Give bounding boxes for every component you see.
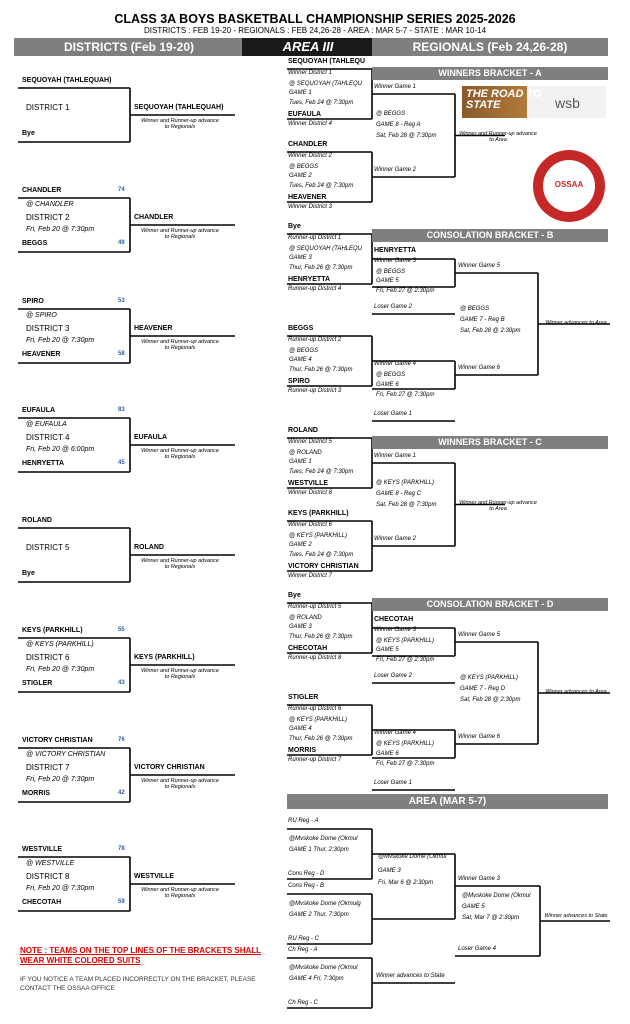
district-time: Fri, Feb 20 @ 7:30pm — [26, 337, 95, 344]
district-name: DISTRICT 1 — [26, 103, 70, 112]
game-top-sub: Winner District 2 — [288, 153, 332, 159]
district-top-seed: 53 — [118, 298, 125, 304]
game-time: Tues, Feb 24 @ 7:30pm — [289, 469, 354, 475]
ossaa-seal-text: OSSAA — [554, 180, 584, 189]
district-time: Fri, Feb 20 @ 7:30pm — [26, 885, 95, 892]
g6-site: @ KEYS (PARKHILL) — [376, 741, 434, 747]
district-winner: WESTVILLE — [134, 873, 175, 880]
wsb-logo: wsb — [555, 95, 580, 111]
district-site: @ EUFAULA — [26, 421, 67, 428]
game-top-sub: Runner-up District 5 — [288, 604, 342, 610]
game-top-sub: Runner-up District 2 — [288, 337, 342, 343]
final-time: Sat, Feb 28 @ 7:30pm — [376, 133, 437, 139]
game-site: @ ROLAND — [289, 615, 322, 621]
g6-time: Fri, Feb 27 @ 7:30pm — [376, 392, 435, 398]
game-time: Tues, Feb 24 @ 7:30pm — [289, 100, 354, 106]
game-bottom-sub: Runner-up District 4 — [288, 286, 342, 292]
district-time: Fri, Feb 20 @ 7:30pm — [26, 776, 95, 783]
area-advance: Winner advances to State — [544, 913, 608, 919]
district-bottom-team: CHECOTAH — [22, 899, 62, 906]
uniform-note: NOTE : TEAMS ON THE TOP LINES OF THE BRACKETS SHALL WEAR WHITE COLORED SUITS — [20, 946, 262, 965]
g5-loser: Loser Game 2 — [374, 673, 413, 679]
district-winner: SEQUOYAH (TAHLEQUAH) — [134, 104, 224, 111]
area-game-site: @Mvskoke Dome (Okmulg — [289, 901, 361, 907]
g6-loser: Loser Game 1 — [374, 780, 413, 786]
district-top-team: SEQUOYAH (TAHLEQUAH) — [22, 77, 112, 84]
game-bottom-sub: Runner-up District 3 — [288, 388, 342, 394]
district-bottom-seed: 43 — [118, 680, 125, 686]
winner-game-5: Winner Game 5 — [458, 263, 500, 269]
game-top-team: STIGLER — [288, 694, 319, 701]
district-advance: Winner and Runner-up advance to Regionals — [141, 339, 219, 351]
area-game-site: @Mvskoke Dome (Okmul — [289, 965, 358, 971]
district-top-team: WESTVILLE — [22, 846, 63, 853]
winner-game-5: Winner Game 5 — [458, 632, 500, 638]
district-top-seed: 74 — [118, 187, 125, 193]
district-name: DISTRICT 7 — [26, 763, 70, 772]
area-game-number: GAME 4 Fri, 7:30pm — [289, 976, 344, 982]
district-advance: Winner and Runner-up advance to Regionals — [141, 118, 219, 130]
g5-time: Fri, Feb 27 @ 2:30pm — [376, 657, 435, 663]
cons-final-game: GAME 7 - Reg B — [460, 317, 505, 323]
winner-game-1: Winner Game 1 — [374, 84, 416, 90]
g5-site: @ BEGGS — [376, 269, 406, 275]
district-top-seed: 76 — [118, 737, 125, 743]
district-bottom-team: MORRIS — [22, 790, 50, 797]
district-bottom-seed: 59 — [118, 899, 125, 905]
district-bottom-seed: 45 — [118, 460, 125, 466]
game-number: GAME 1 — [289, 90, 312, 96]
game-top-team: ROLAND — [288, 427, 318, 434]
area-bar: AREA (MAR 5-7) — [287, 794, 608, 809]
game-bottom-sub: Winner District 8 — [288, 490, 332, 496]
area-g4-winner: Winner advances to State — [376, 973, 445, 979]
g6-game: GAME 6 — [376, 751, 399, 757]
area-g3-game: GAME 3 — [378, 868, 401, 874]
game-number: GAME 3 — [289, 624, 312, 630]
game-bottom-sub: Winner District 3 — [288, 204, 332, 210]
area-game-top: Cons Reg - B — [288, 883, 325, 889]
game-bottom-sub: Winner District 7 — [288, 573, 332, 579]
district-time: Fri, Feb 20 @ 6:00pm — [26, 446, 95, 453]
game-time: Tues, Feb 24 @ 7:30pm — [289, 183, 354, 189]
district-winner: HEAVENER — [134, 325, 173, 332]
contact-note: IF YOU NOTICE A TEAM PLACED INCORRECTLY ON THE BRACKET, PLEASE CONTACT THE OSSAA OFFICE — [20, 976, 256, 992]
game-site: @ BEGGS — [289, 164, 319, 170]
road-to-state-text: THE ROAD TO STATE — [466, 88, 542, 111]
district-name: DISTRICT 8 — [26, 872, 70, 881]
g6-loser: Loser Game 1 — [374, 411, 413, 417]
game-top-sub: Runner-up District 1 — [288, 235, 342, 241]
page-subtitle: DISTRICTS : FEB 19-20 - REGIONALS : FEB 24,26-28 - AREA : MAR 5-7 - STATE : MAR 10-14 — [143, 26, 487, 35]
game-number: GAME 2 — [289, 173, 312, 179]
game-number: GAME 3 — [289, 255, 312, 261]
district-name: DISTRICT 4 — [26, 433, 70, 442]
area-game-bottom: RU Reg - C — [288, 936, 320, 942]
district-top-team: SPIRO — [22, 298, 44, 305]
final-game: GAME 8 - Reg C — [376, 491, 422, 497]
district-advance: Winner and Runner-up advance to Regionals — [141, 448, 219, 460]
game-number: GAME 4 — [289, 357, 312, 363]
consolation-bracket-bar: CONSOLATION BRACKET - D — [372, 598, 608, 611]
g6-site: @ BEGGS — [376, 372, 406, 378]
districts-header: DISTRICTS (Feb 19-20) — [14, 38, 244, 56]
winner-game-6: Winner Game 6 — [458, 734, 500, 740]
district-bottom-team: STIGLER — [22, 680, 53, 687]
cons-final-time: Sat, Feb 28 @ 2:30pm — [460, 328, 521, 334]
district-name: DISTRICT 2 — [26, 213, 70, 222]
winner-game-1: Winner Game 1 — [374, 453, 416, 459]
winner-game-2: Winner Game 2 — [374, 167, 416, 173]
district-site: @ SPIRO — [26, 312, 57, 319]
district-bottom-team: HEAVENER — [22, 351, 61, 358]
g6-top: Winner Game 4 — [374, 361, 416, 367]
game-bottom-team: MORRIS — [288, 747, 316, 754]
district-top-team: KEYS (PARKHILL) — [22, 627, 83, 634]
cons-final-site: @ KEYS (PARKHILL) — [460, 675, 518, 681]
g5-top: CHECOTAH — [374, 616, 414, 623]
district-bottom-team: BEGGS — [22, 240, 48, 247]
area-game-number: GAME 2 Thur, 7:30pm — [289, 912, 349, 918]
game-bottom-sub: Runner-up District 8 — [288, 655, 342, 661]
district-top-team: CHANDLER — [22, 187, 62, 194]
game-top-team: SEQUOYAH (TAHLEQU — [288, 58, 366, 65]
advance-note: Winner and Runner-up advance to Area — [459, 131, 537, 143]
game-top-sub: Winner District 5 — [288, 439, 332, 445]
game-number: GAME 2 — [289, 542, 312, 548]
game-top-team: CHANDLER — [288, 141, 328, 148]
game-time: Thur, Feb 26 @ 7:30pm — [289, 367, 353, 373]
district-top-team: VICTORY CHRISTIAN — [22, 737, 93, 744]
game-time: Thur, Feb 26 @ 7:30pm — [289, 265, 353, 271]
district-site: @ CHANDLER — [26, 201, 74, 208]
area-loser-game-4: Loser Game 4 — [458, 946, 497, 952]
g6-top: Winner Game 4 — [374, 730, 416, 736]
game-bottom-sub: Winner District 4 — [288, 121, 332, 127]
advance-note: Winner and Runner-up advance to Area — [459, 500, 537, 512]
game-bottom-team: HEAVENER — [288, 194, 327, 201]
final-site: @ BEGGS — [376, 111, 406, 117]
district-advance: Winner and Runner-up advance to Regionals — [141, 558, 219, 570]
game-bottom-team: VICTORY CHRISTIAN — [288, 563, 359, 570]
district-time: Fri, Feb 20 @ 7:30pm — [26, 226, 95, 233]
game-site: @ KEYS (PARKHILL) — [289, 533, 347, 539]
district-top-seed: 83 — [118, 407, 125, 413]
district-name: DISTRICT 3 — [26, 324, 70, 333]
district-winner: EUFAULA — [134, 434, 168, 441]
g5-site: @ KEYS (PARKHILL) — [376, 638, 434, 644]
winner-game-6: Winner Game 6 — [458, 365, 500, 371]
area-game-number: GAME 1 Thur, 2:30pm — [289, 847, 349, 853]
area-game-bottom: Ch Reg - C — [288, 1000, 319, 1006]
district-winner: ROLAND — [134, 544, 164, 551]
game-site: @ KEYS (PARKHILL) — [289, 717, 347, 723]
game-top-sub: Runner-up District 6 — [288, 706, 342, 712]
game-bottom-team: HENRYETTA — [288, 276, 330, 283]
cons-advance: Winner advances to Area — [545, 320, 607, 326]
game-time: Thur, Feb 26 @ 7:30pm — [289, 634, 353, 640]
regionals-header: REGIONALS (Feb 24,26-28) — [372, 38, 608, 56]
district-bottom-seed: 58 — [118, 351, 125, 357]
cons-final-site: @ BEGGS — [460, 306, 490, 312]
g5-top: HENRYETTA — [374, 247, 416, 254]
game-site: @ ROLAND — [289, 450, 322, 456]
final-game: GAME 8 - Reg A — [376, 122, 421, 128]
district-site: @ KEYS (PARKHILL) — [26, 641, 94, 648]
district-bottom-seed: 49 — [118, 240, 125, 246]
game-top-team: Bye — [288, 592, 301, 599]
district-winner: VICTORY CHRISTIAN — [134, 764, 205, 771]
g5-time: Fri, Feb 27 @ 2:30pm — [376, 288, 435, 294]
district-top-seed: 55 — [118, 627, 125, 633]
game-bottom-sub: Runner-up District 7 — [288, 757, 342, 763]
winner-game-2: Winner Game 2 — [374, 536, 416, 542]
game-top-team: KEYS (PARKHILL) — [288, 510, 349, 517]
game-top-team: Bye — [288, 223, 301, 230]
district-advance: Winner and Runner-up advance to Regionals — [141, 778, 219, 790]
district-name: DISTRICT 6 — [26, 653, 70, 662]
area-game-bottom: Cons Reg - D — [288, 871, 325, 877]
game-number: GAME 1 — [289, 459, 312, 465]
area-g3-time: Fri, Mar 6 @ 2:30pm — [378, 880, 434, 886]
district-bottom-team: HENRYETTA — [22, 460, 64, 467]
district-advance: Winner and Runner-up advance to Regionals — [141, 228, 219, 240]
district-top-team: ROLAND — [22, 517, 52, 524]
game-time: Thur, Feb 26 @ 7:30pm — [289, 736, 353, 742]
game-number: GAME 4 — [289, 726, 312, 732]
game-bottom-team: CHECOTAH — [288, 645, 328, 652]
page-title: CLASS 3A BOYS BASKETBALL CHAMPIONSHIP SERIES 2025-2026 — [114, 12, 516, 26]
district-advance: Winner and Runner-up advance to Regionals — [141, 668, 219, 680]
district-winner: CHANDLER — [134, 214, 174, 221]
final-time: Sat, Feb 28 @ 7:30pm — [376, 502, 437, 508]
game-site: @ BEGGS — [289, 348, 319, 354]
g5-loser: Loser Game 2 — [374, 304, 413, 310]
game-bottom-team: SPIRO — [288, 378, 310, 385]
game-bottom-team: WESTVILLE — [288, 480, 329, 487]
game-time: Tues, Feb 24 @ 7:30pm — [289, 552, 354, 558]
district-bottom-team: Bye — [22, 570, 35, 577]
area-game-top: RU Reg - A — [288, 818, 319, 824]
g6-game: GAME 6 — [376, 382, 399, 388]
cons-final-game: GAME 7 - Reg D — [460, 686, 506, 692]
g5-top-sub: Winner Game 3 — [374, 258, 416, 264]
area-header: AREA III — [242, 38, 374, 56]
district-top-seed: 78 — [118, 846, 125, 852]
area-g3-site: @Mvskoke Dome (Okmul — [378, 854, 447, 860]
game-site: @ SEQUOYAH (TAHLEQU — [289, 246, 362, 252]
area-g5-game: GAME 5 — [462, 904, 485, 910]
cons-advance: Winner advances to Area — [545, 689, 607, 695]
district-time: Fri, Feb 20 @ 7:30pm — [26, 666, 95, 673]
consolation-bracket-bar: CONSOLATION BRACKET - B — [372, 229, 608, 242]
winners-bracket-bar: WINNERS BRACKET - A — [372, 67, 608, 80]
area-winner-game-3: Winner Game 3 — [458, 876, 500, 882]
game-top-sub: Winner District 1 — [288, 70, 332, 76]
final-site: @ KEYS (PARKHILL) — [376, 480, 434, 486]
game-bottom-team: EUFAULA — [288, 111, 322, 118]
g6-time: Fri, Feb 27 @ 7:30pm — [376, 761, 435, 767]
cons-final-time: Sat, Feb 28 @ 2:30pm — [460, 697, 521, 703]
area-game-top: Ch Reg - A — [288, 947, 318, 953]
g5-game: GAME 5 — [376, 278, 399, 284]
district-top-team: EUFAULA — [22, 407, 56, 414]
g5-top-sub: Winner Game 3 — [374, 627, 416, 633]
winners-bracket-bar: WINNERS BRACKET - C — [372, 436, 608, 449]
area-game-site: @Mvskoke Dome (Okmul — [289, 836, 358, 842]
area-g5-site: @Mvskoke Dome (Okmul — [462, 893, 531, 899]
district-site: @ VICTORY CHRISTIAN — [26, 751, 106, 758]
district-site: @ WESTVILLE — [26, 860, 75, 867]
district-advance: Winner and Runner-up advance to Regionals — [141, 887, 219, 899]
area-g5-time: Sat, Mar 7 @ 2:30pm — [462, 915, 520, 921]
district-name: DISTRICT 5 — [26, 543, 70, 552]
district-winner: KEYS (PARKHILL) — [134, 654, 195, 661]
district-bottom-team: Bye — [22, 130, 35, 137]
game-site: @ SEQUOYAH (TAHLEQU — [289, 81, 362, 87]
game-top-team: BEGGS — [288, 325, 314, 332]
g5-game: GAME 5 — [376, 647, 399, 653]
district-bottom-seed: 42 — [118, 790, 125, 796]
game-top-sub: Winner District 6 — [288, 522, 332, 528]
